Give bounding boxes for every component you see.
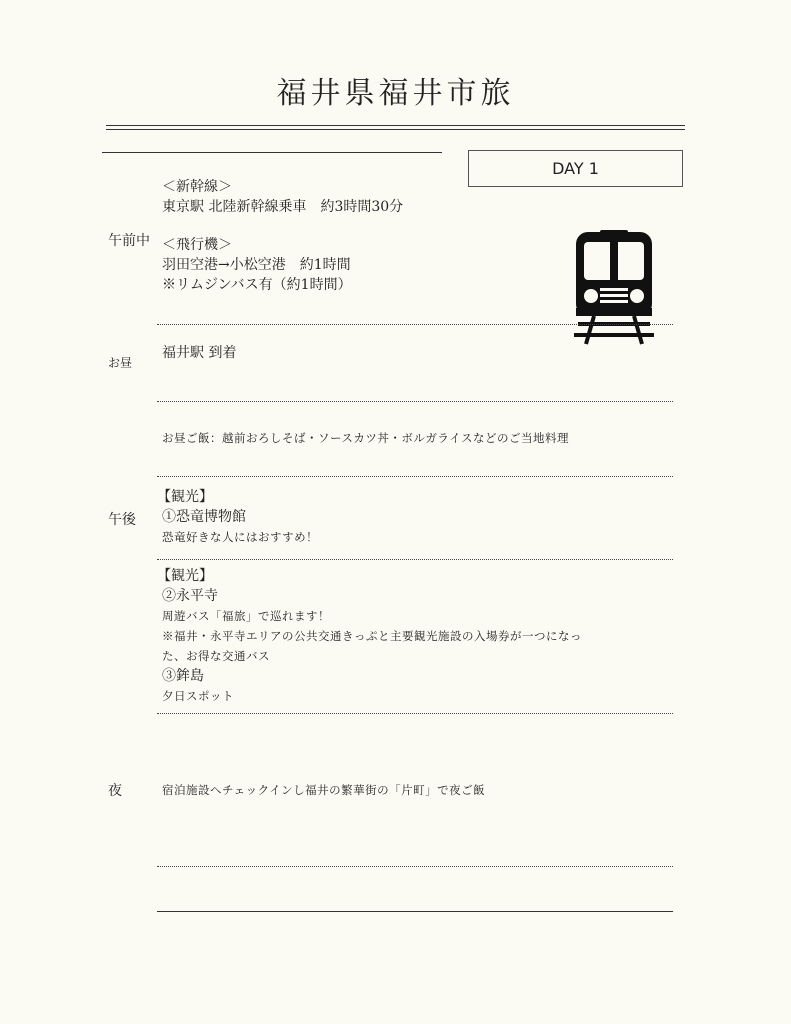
noon-arrival: 福井駅 到着 (162, 345, 237, 361)
time-label-morning: 午前中 (108, 233, 150, 249)
page-title: 福井県福井市旅 (276, 76, 515, 111)
shinkansen-detail: 東京駅 北陸新幹線乗車 約3時間30分 (162, 199, 404, 215)
divider (157, 324, 673, 325)
time-label-night: 夜 (108, 783, 122, 799)
time-label-afternoon: 午後 (108, 512, 136, 528)
noon-lunch: お昼ご飯：越前おろしそば・ソースカツ丼・ボルガライスなどのご当地料理 (162, 431, 569, 445)
title-divider-top (106, 125, 685, 126)
divider (157, 713, 673, 714)
afternoon-section-2 (157, 566, 582, 706)
title-divider-bottom (106, 129, 685, 130)
divider (157, 559, 673, 560)
night-plan: 宿泊施設へチェックインし福井の繁華街の「片町」で夜ご飯 (162, 783, 486, 797)
time-label-noon: お昼 (108, 356, 133, 370)
plane-detail: 羽田空港→小松空港 約1時間 (162, 257, 351, 273)
spot-name: ①恐竜博物館 (162, 509, 246, 525)
sightseeing-tag: 【観光】 (157, 568, 213, 584)
divider (157, 401, 673, 402)
shinkansen-header: ＜新幹線＞ (162, 179, 232, 195)
spot-note-detail-cont: た、お得な交通バス (162, 649, 270, 663)
spot-note: 周遊バス「福旅」で巡れます！ (162, 609, 330, 623)
divider (157, 476, 673, 477)
day-badge: DAY 1 (468, 150, 683, 187)
footer-rule (157, 911, 673, 912)
spot-name: ②永平寺 (162, 588, 218, 604)
train-icon (572, 230, 656, 346)
header-rule (102, 152, 442, 153)
spot-note-detail: ※福井・永平寺エリアの公共交通きっぷと主要観光施設の入場券が一つになっ (162, 629, 582, 643)
plane-header: ＜飛行機＞ (162, 237, 232, 253)
afternoon-section-1 (157, 487, 318, 547)
divider (157, 866, 673, 867)
spot-note: 夕日スポット (162, 689, 234, 703)
spot-name: ③鉾島 (162, 668, 204, 684)
morning-section (162, 177, 403, 295)
spot-note: 恐竜好きな人にはおすすめ！ (162, 530, 319, 544)
bus-note: ※リムジンバス有（約1時間） (162, 277, 352, 293)
sightseeing-tag: 【観光】 (157, 489, 213, 505)
